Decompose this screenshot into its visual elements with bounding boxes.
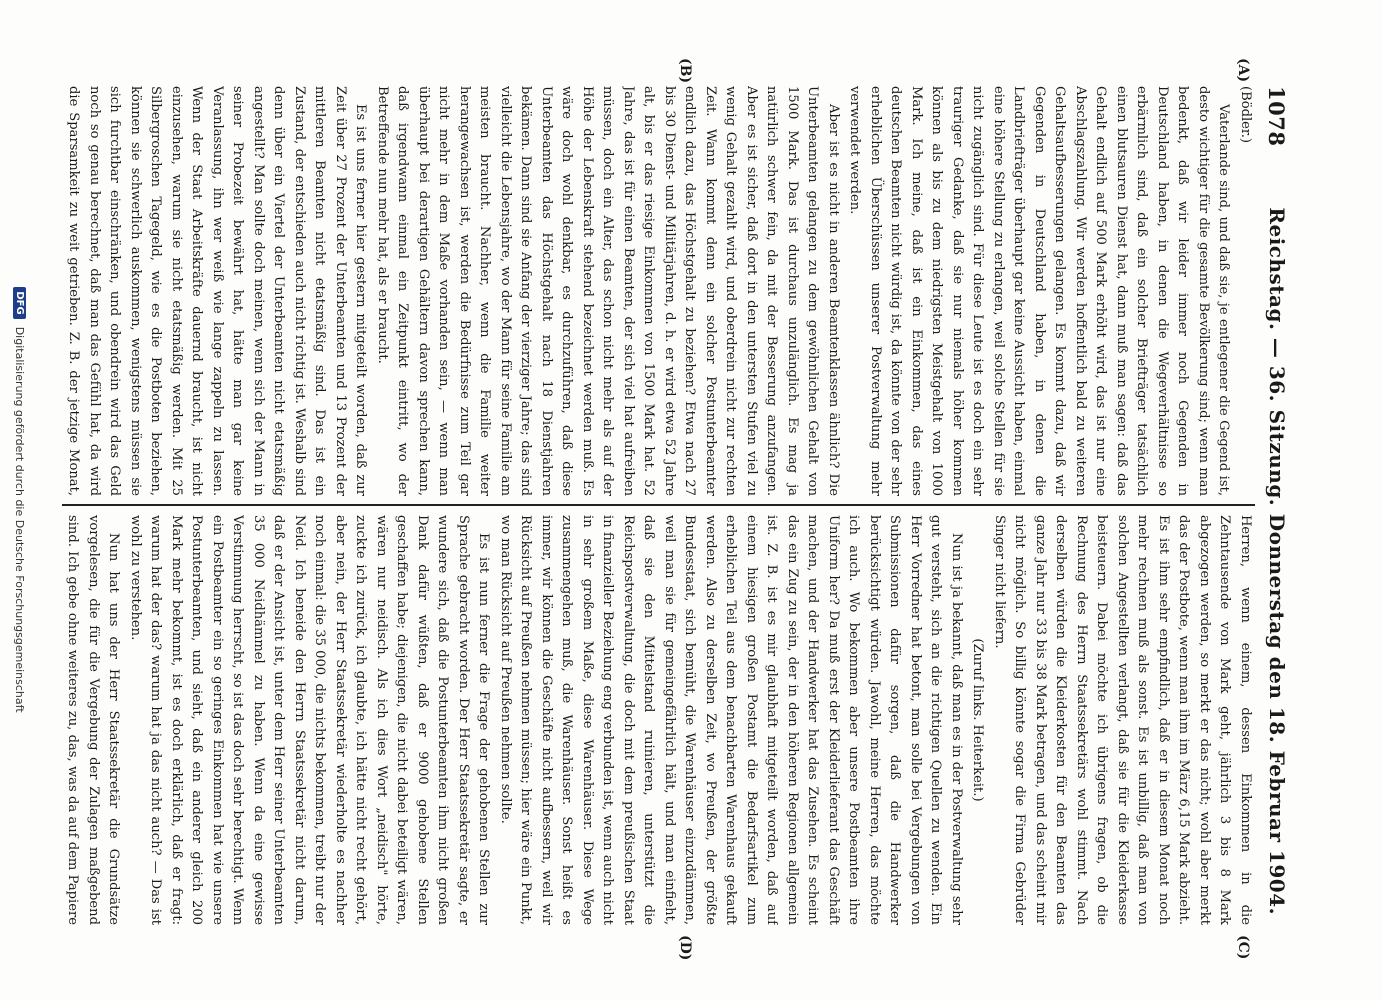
- margin-marker-b: (B): [677, 58, 693, 84]
- paragraph: Herren, wenn einem, dessen Einkommen in die Zehntausende von Mark geht, jährlich 3 bis 8 Mark abgezogen werden, so merkt er das nicht; wohl aber merkt das der Postbote, wenn man ihm im März 6,15 Mark abzieht. Es ist ihm sehr empfindlich, daß er in diesem Monat noch mehr rechnen muß als sonst. Es ist unbillig, daß man von solchen Angestellten verlangt, daß sie für die Kleiderkasse beisteuern. Dabei möchte ich übrigens fragen, ob die Rechnung des Herrn Staatssekretärs wohl stimmt. Nach derselben würden die Kleiderkosten für den Beamten das ganze Jahr nur 33 bis 38 Mark betragen, und das scheint mir nicht möglich. So billig könnte sogar die Firma Gebrüder Singer nicht liefern.: [992, 515, 1253, 925]
- page-number: 1078: [1264, 86, 1290, 147]
- right-text-column: [60, 515, 1255, 925]
- paragraph: Nun ist ja bekannt, daß man es in der Postverwaltung sehr gut versteht, sich an die richtigen Quellen zu wenden. Ein Herr Vorredner hat betont, man solle bei Vergebungen von Submissionen dafür sorgen, daß die Handwerker berücksichtigt würden. Jawohl, meine Herren, das möchte ich auch. Wo bekommen aber unsere Postbeamten ihre Uniform her? Da muß erst der Kleiderlieferant das Geschäft machen, und der Handwerker hat das Zusehen. Es scheint das ein Zug zu sein, der in den höheren Regionen allgemein ist. Z. B. ist es mir glaubhaft mitgeteilt worden, daß auf einem hiesigen großen Postamt die Bedarfsartikel zum erheblichen Teil aus dem benachbarten Warenhaus gekauft werden. Also zu derselben Zeit, wo Preußen, der größte Bundesstaat, sich bemüht, die Warenhäuser einzudämmen, weil man sie für gemeingefährlich hält, und man einfieht, daß sie den Mittelstand ruinieren, unterstützt die Reichspostverwaltung, die doch mit dem preußischen Staat in finanzieller Beziehung eng verbunden ist, wenn auch nicht in sehr großem Maße, diese Warenhäuser. Diese Wege zusammengehen muß, die Warenhäuser. Sonst heißt es immer, wir können die Geschäfte nicht aufbessern, weil wir Rücksicht auf Preußen nehmen müssen; hier wäre ein Punkt, wo man Rücksicht auf Preußen nehmen sollte.: [498, 515, 964, 925]
- margin-marker-d: (D): [677, 935, 693, 961]
- paragraph: Aber ist es nicht in anderen Beamtenklassen ähnlich? Die Unterbeamten gelangen zu dem gewöhnlichen Gehalt von 1500 Mark. Das ist durchaus unzulänglich. Es mag ja natürlich schwer fein, da mit der Besserung anzufangen. Aber es ist sicher, daß dort in den untersten Stufen viel zu wenig Gehalt gezahlt wird, und oberdrein nicht zur rechten Zeit. Wann kommt denn ein solcher Postunterbeamter endlich dazu, das Höchstgehalt zu beziehen? Etwa nach 27 bis 30 Dienst- und Militärjahren, d. h. er wird etwa 52 Jahre alt, bis er das riesige Einkommen von 1500 Mark hat. 52 Jahre, das ist für einen Beamten, der sich viel hat aufreiben müssen, doch ein Alter, das schon nicht mehr als auf der Höhe der Lebenskraft stehend bezeichnet werden muß. Es wäre doch wohl denkbar, es durchzuführen, daß diese Unterbeamten das Höchstgehalt nach 18 Dienstjahren bekämen. Dann sind sie Anfang der vierziger Jahre; das sind vielleicht die Lebensjahre, wo der Mann für seine Familie am meisten braucht. Nachher, wenn die Familie weiter herangewachsen ist, werden die Bedürfnisse zum Teil gar nicht mehr in dem Maße vorhanden sein, — wenn man überhaupt bei derartigen Gehältern davon sprechen kann, daß irgendwann einmal ein Zeitpunkt eintritt, wo der Betreffende nun mehr hat, als er braucht.: [375, 86, 841, 496]
- paragraph: Vaterlande sind, und daß sie, je entlegener die Gegend ist, desto wichtiger für die gesamte Bevölkerung sind; wenn man bedenkt, daß wir leider immer noch Gegenden in Deutschland haben, in denen die Wegeverhältnisse so erbärmlich sind, daß ein solcher Briefträger tatsächlich einen blutsauren Dienst hat, dann muß man sagen: daß das Gehalt endlich auf 500 Mark erhöht wird, das ist nur eine Abschlagszahlung. Wir werden hoffentlich bald zu weiteren Gehaltsaufbesserungen gelangen. Es kommt dazu, daß wir Gegenden in Deutschland haben, in denen die Landbriefträger überhaupt gar keine Aussicht haben, einmal eine höhere Stellung zu erlangen, weil solche Stellen für sie nicht zugänglich sind. Für diese Leute ist es doch ein sehr trauriger Gedanke, daß sie nur niemals höher kommen können als bis zu dem niedrigsten Meistgehalt von 1000 Mark. Ich meine, daß ist ein Einkommen, das eines deutschen Beamten nicht würdig ist, da könnte von der sehr erheblichen Überschüssen unserer Postverwaltung mehr verwendet werden.: [847, 86, 1232, 496]
- margin-marker-c: (C): [1235, 935, 1251, 960]
- paragraph: Nun hat uns der Herr Staatssekretär die Grundsätze vorgelesen, die für die Vergebung der Zulagen maßgebend sind. Ich gebe ohne weiteres zu, das, was da auf dem Papiere: [65, 515, 122, 925]
- column-divider: [62, 504, 1255, 506]
- digitization-credit: Digitalisierung gefördert durch die Deutsche Forschungsgemeinschaft: [13, 326, 27, 713]
- paragraph: (Zuruf links. Heiterkeit.): [970, 638, 986, 802]
- page-title: Reichstag. — 36. Sitzung. Donnerstag den 18. Februar 1904.: [1265, 207, 1289, 916]
- paragraph: Es ist uns ferner hier gestern mitgeteilt worden, daß zur Zeit über 27 Prozent der Unterbeamten und 13 Prozent der mittleren Beamten nicht etatsmäßig sind. Das ist ein Zustand, der entschieden auch nicht richtig ist. Weshalb sind denn über ein Viertel der Unterbeamten nicht etatsmäßig angestellt? Man sollte doch meinen, wenn sich der Mann in seiner Probezeit bewährt hat, hätte man gar keine Veranlassung, ihn wer weiß wie lange zappeln zu lassen. Wenn der Staat Arbeitskräfte dauernd braucht, ist nicht einzusehen, warum sie nicht etatsmäßig werden. Mit 25 Silbergroschen Tagegeld, wie es die Postboten beziehen, können sie schwerlich auskommen, wenigstens müssen sie sich furchtbar einschränken, und obendrein wird das Geld noch so genau berechnet, daß man das Gefühl hat, da wird die Sparsamkeit zu weit getrieben. Z. B. der jetzige Monat,: [66, 86, 369, 496]
- margin-marker-a: (A): [1235, 58, 1251, 83]
- dfg-logo: DFG: [14, 287, 27, 318]
- page-footer: [9, 0, 31, 1000]
- page-header: [1263, 86, 1291, 976]
- left-text-column: [60, 86, 1255, 496]
- paragraph: (Bödler.): [1238, 86, 1253, 144]
- paragraph: Es ist nun ferner die Frage der gehobenen Stellen zur Sprache gebracht worden. Der Herr Staatssekretär sagte, er wundere sich, daß die Postunterbeamten ihm nicht großen Dank dafür wüßten, daß er 9000 gehobene Stellen geschaffen habe; diejenigen, die nicht dabei beteiligt wären, wären nur neidisch. Als ich dies Wort „neidisch" hörte, zuckte ich zurück, ich glaubte, ich hätte nicht recht gehört, aber nein, der Herr Staatssekretär wiederholte es nachher noch einmal: die 35 000, die nichts bekommen, treibt nur der Neid. Ich beneide den Herrn Staatssekretär nicht darum, daß er der Ansicht ist, unter dem Herr seiner Unterbeamten 35 000 Neidhämmel zu haben. Wenn da eine gewisse Verstimmung herrscht, so ist das doch sehr berechtigt. Wenn ein Postbeamter ein so geringes Einkommen hat wie unsere Postunterbeamten, und sieht, daß ein anderer gleich 200 Mark mehr bekommt, ist es doch erklärlich, daß er fragt: warum hat der das? warum hat ja das nicht auch? — Das ist wohl zu verstehen.: [128, 515, 492, 925]
